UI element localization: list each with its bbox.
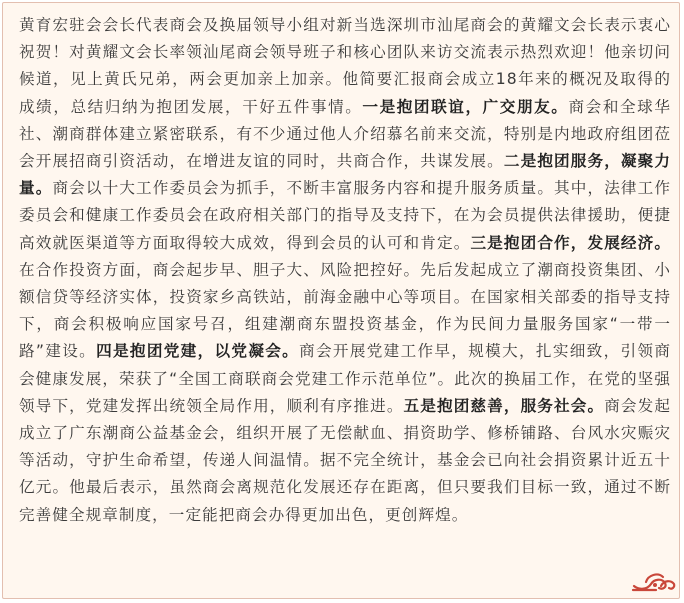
article-sentence: 商会开展党建工作早，规模大，扎实细致，引领商会健康发展，荣获了“全国工商联商会党建工作示范单位”。此次的换届工作，在党的坚强领导下，党建发挥出统领全局作用，顺利有序推进。 <box>19 342 671 415</box>
article-sentence: 在合作投资方面，商会起步早、胆子大、风险把控好。先后发起成立了潮商投资集团、小额信贷等经济实体，投资家乡高铁站，前海金融中心等项目。在国家相关部委的指导支持下，商会积极响应国家号召，组建潮商东盟投资基金，作为民间力量服务国家“一带一路”建设。 <box>19 260 671 361</box>
article-body <box>19 12 671 529</box>
highlight-point-4: 四是抱团党建，以党凝会。 <box>96 342 300 361</box>
article-frame <box>2 2 680 599</box>
article-sentence: 商会以十大工作委员会为抓手，不断丰富服务内容和提升服务质量。其中，法律工作委员会和健康工作委员会在政府相关部门的指导及支持下，在为会员提供法律援助，便捷高效就医渠道等方面取得较大成效，得到会员的认可和肯定。 <box>19 179 671 252</box>
auspicious-cloud-icon <box>631 569 677 593</box>
article-sentence: 商会和全球华社、潮商群体建立紧密联系，有不少通过他人介绍慕名前来交流，特别是内地政府组团莅会开展招商引资活动，在增进友谊的同时，共商合作，共谋发展。 <box>19 97 671 171</box>
highlight-point-3: 三是抱团合作，发展经济。 <box>470 233 671 252</box>
highlight-point-5: 五是抱团慈善，服务社会。 <box>403 396 605 415</box>
article-sentence: 黄育宏驻会会长代表商会及换届领导小组对新当选深圳市汕尾商会的黄耀文会长表示衷心祝贺！对黄耀文会长率领汕尾商会领导班子和核心团队来访交流表示热烈欢迎！他亲切问候道，见上黄氏兄弟，两会更加亲上加亲。他简要汇报商会成立18年来的概况及取得的成绩，总结归纳为抱团发展，干好五件事情。 <box>19 16 671 116</box>
highlight-point-2: 二是抱团服务，凝聚力量。 <box>19 152 671 198</box>
article-sentence: 商会发起成立了广东潮商公益基金会，组织开展了无偿献血、捐资助学、修桥铺路、台风水灾赈灾等活动，守护生命希望，传递人间温情。据不完全统计，基金会已向社会捐资累计近五十亿元。他最后表示，虽然商会离规范化发展还存在距离，但只要我们目标一致，通过不断完善健全规章制度，一定能把商会办得更加出色，更创辉煌。 <box>19 396 671 524</box>
highlight-point-1: 一是抱团联谊，广交朋友。 <box>362 97 569 116</box>
